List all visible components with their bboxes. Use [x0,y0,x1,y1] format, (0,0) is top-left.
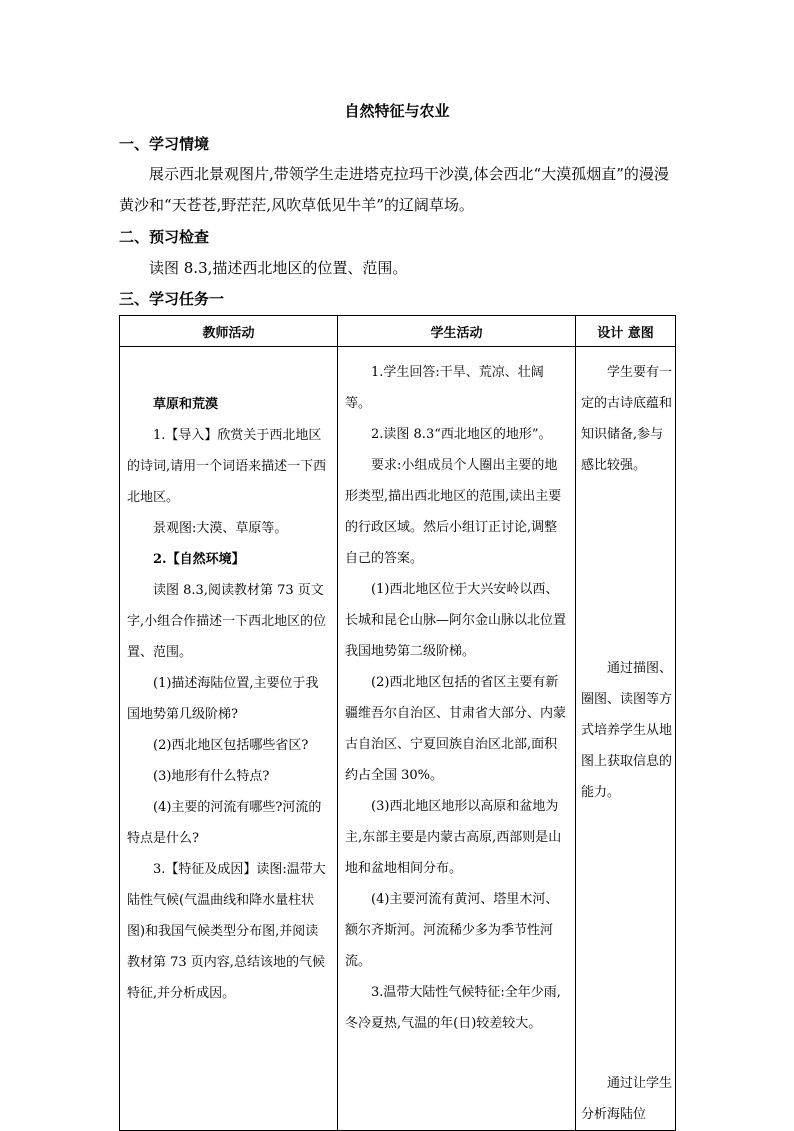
design-item: 通过描图、圈图、读图等方式培养学生从地图上获取信息的能力。 [581,661,673,800]
design-item: 通过让学生分析海陆位 [581,1076,673,1122]
section1-paragraph: 展示西北景观图片,带领学生走进塔克拉玛干沙漠,体会西北“大漠孤烟直”的漫漫黄沙和“天苍苍,野茫茫,风吹草低见牛羊”的辽阔草场。 [119,165,669,214]
table-row [120,347,676,1131]
section-heading-3: 三、学习任务一 [119,290,225,308]
teacher-item: 2.【自然环境】 [153,552,245,567]
student-item: (3)西北地区地形以高原和盆地为主,东部主要是内蒙古高原,西部则是山地和盆地相间分布。 [345,799,562,876]
student-item: 要求:小组成员个人圈出主要的地形类型,描出西北地区的范围,读出主要的行政区域。然后小组订正讨论,调整自己的答案。 [345,458,562,566]
header-teacher: 教师活动 [120,316,338,347]
table-header-row [120,316,676,347]
student-activity-cell [338,347,576,1131]
teacher-item: (1)描述海陆位置,主要位于我国地势第几级阶梯? [127,676,319,722]
teacher-item: (4)主要的河流有哪些?河流的特点是什么? [127,800,322,846]
student-item: (2)西北地区包括的省区主要有新疆维吾尔自治区、甘肃省大部分、内蒙古自治区、宁夏回族自治区北部,面积约占全国 30%。 [345,675,567,783]
task-table [119,315,676,1131]
student-item: 1.学生回答:干旱、荒凉、壮阔等。 [345,365,544,411]
student-item: (4)主要河流有黄河、塔里木河、额尔齐斯河。河流稀少多为季节性河流。 [345,892,559,969]
teacher-activity-cell [120,347,338,1131]
header-student: 学生活动 [338,316,576,347]
student-item: (1)西北地区位于大兴安岭以西、长城和昆仑山脉—阿尔金山脉以北位置我国地势第二级阶梯。 [345,582,567,659]
student-item: 3.温带大陆性气候特征:全年少雨,冬冷夏热,气温的年(日)较差较大。 [345,985,561,1031]
teacher-item: 景观图:大漠、草原等。 [153,521,288,536]
design-intent-cell [576,347,676,1131]
section-heading-1: 一、学习情境 [119,135,210,153]
teacher-item: (2)西北地区包括哪些省区? [153,738,309,753]
document-title: 自然特征与农业 [344,102,450,120]
section-heading-2: 二、预习检查 [119,228,210,246]
teacher-item: 3.【特征及成因】读图:温带大陆性气候(气温曲线和降水量柱状图)和我国气候类型分布图,并阅读教材第 73 页内容,总结该地的气候特征,并分析成因。 [127,862,326,1001]
teacher-item: 读图 8.3,阅读教材第 73 页文字,小组合作描述一下西北地区的位置、范围。 [127,583,327,660]
design-item: 学生要有一定的古诗底蕴和知识储备,参与感比较强。 [581,365,673,473]
section2-paragraph: 读图 8.3,描述西北地区的位置、范围。 [149,259,408,277]
teacher-item: (3)地形有什么特点? [153,769,270,784]
teacher-item: 1.【导入】欣赏关于西北地区的诗词,请用一个词语来描述一下西北地区。 [127,428,327,505]
header-design: 设计 意图 [576,316,676,347]
student-item: 2.读图 8.3“西北地区的地形”。 [371,427,552,442]
teacher-item: 草原和荒漠 [153,397,219,412]
